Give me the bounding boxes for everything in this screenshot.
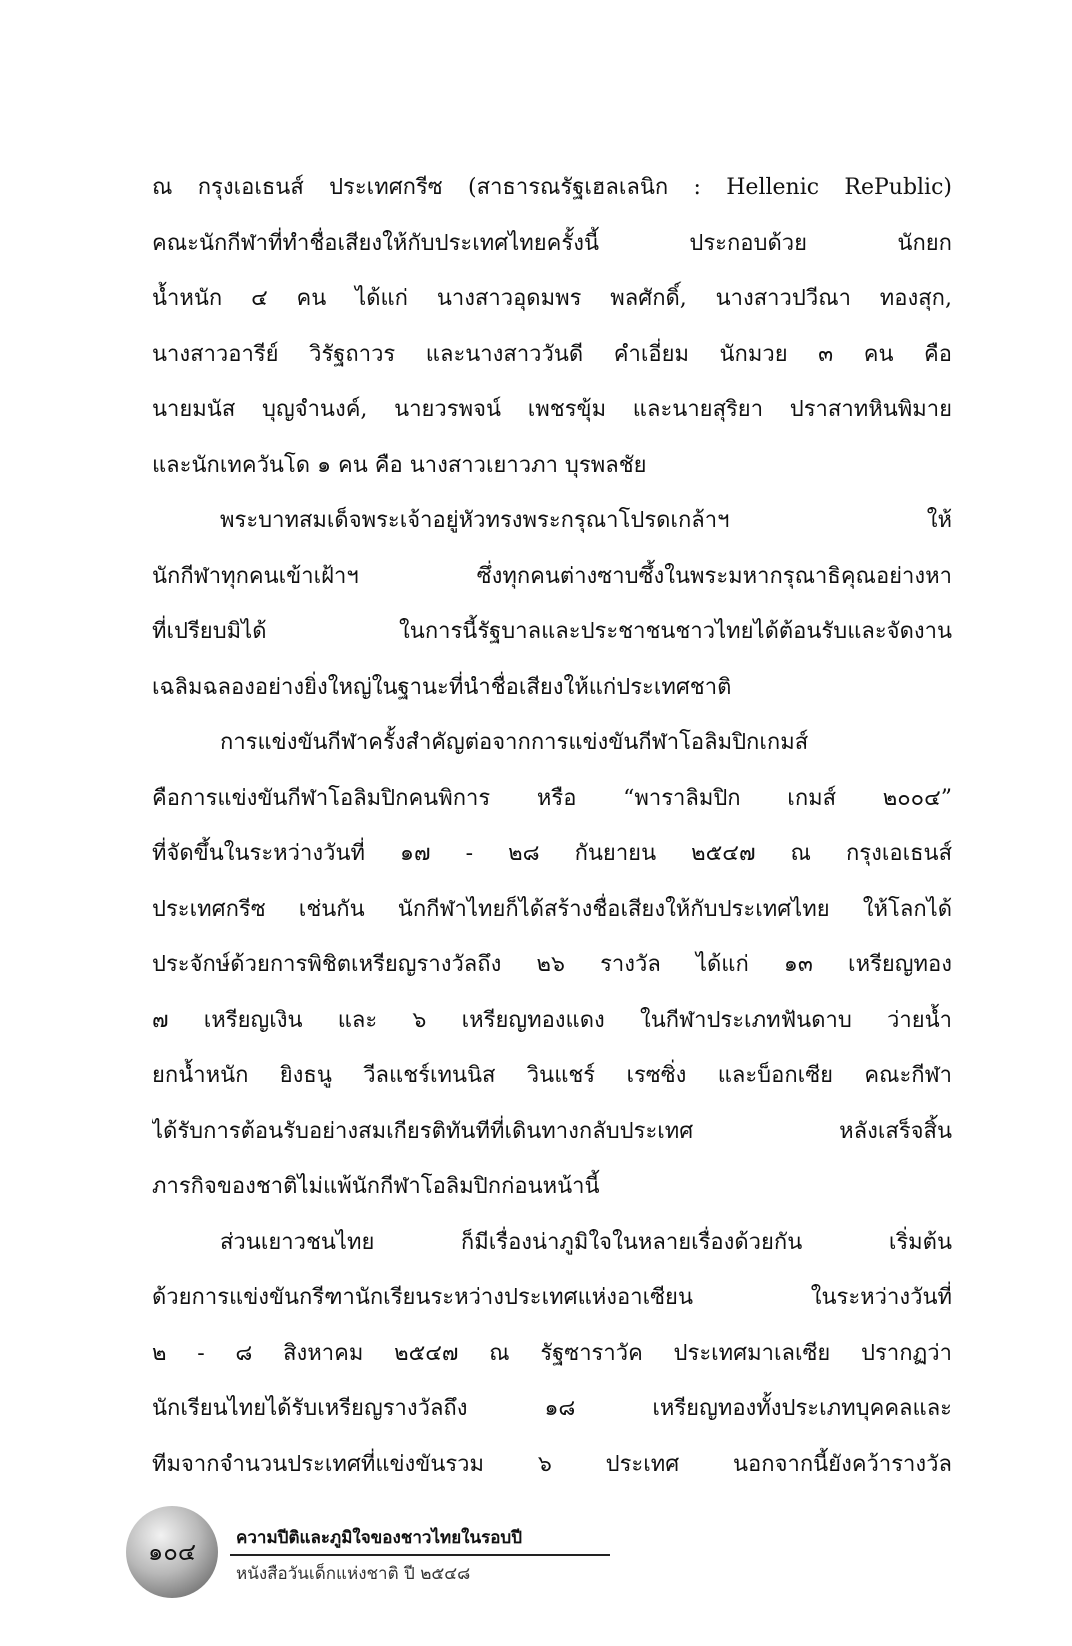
text-line: ประจักษ์ด้วยการพิชิตเหรียญรางวัลถึง ๒๖ รางวัล ได้แก่ ๑๓ เหรียญทอง: [152, 952, 952, 977]
text-line: ภารกิจของชาติไม่แพ้นักกีฬาโอลิมปิกก่อนหน้านี้: [152, 1174, 600, 1199]
text-line: ที่เปรียบมิได้ ในการนี้รัฐบาลและประชาชนชาวไทยได้ต้อนรับและจัดงาน: [152, 619, 952, 644]
text-line: ส่วนเยาวชนไทย ก็มีเรื่องน่าภูมิใจในหลายเรื่องด้วยกัน เริ่มต้น: [220, 1229, 952, 1255]
text-line: พระบาทสมเด็จพระเจ้าอยู่หัวทรงพระกรุณาโปรดเกล้าฯ ให้: [220, 508, 952, 533]
text-line: ประเทศกรีซ เช่นกัน นักกีฬาไทยก็ได้สร้างชื่อเสียงให้กับประเทศไทย ให้โลกได้: [152, 896, 952, 922]
text-line: ที่จัดขึ้นในระหว่างวันที่ ๑๗ - ๒๘ กันยายน ๒๕๔๗ ณ กรุงเอเธนส์: [152, 841, 952, 866]
text-line: ยกน้ำหนัก ยิงธนู วีลแชร์เทนนิส วินแชร์ เรซซิ่ง และบ็อกเซีย คณะกีฬา: [152, 1063, 952, 1088]
text-line: เฉลิมฉลองอย่างยิ่งใหญ่ในฐานะที่นำชื่อเสียงให้แก่ประเทศชาติ: [152, 674, 732, 700]
text-line: ๒ - ๘ สิงหาคม ๒๕๔๗ ณ รัฐซาราวัค ประเทศมาเลเซีย ปรากฏว่า: [152, 1340, 952, 1366]
footer-divider: [230, 1554, 610, 1556]
text-line: และนักเทควันโด ๑ คน คือ นางสาวเยาวภา บุรพลชัย: [152, 452, 647, 478]
text-line: ด้วยการแข่งขันกรีฑานักเรียนระหว่างประเทศแห่งอาเซียน ในระหว่างวันที่: [152, 1285, 952, 1310]
text-line: นักกีฬาทุกคนเข้าเฝ้าฯ ซึ่งทุกคนต่างซาบซึ้งในพระมหากรุณาธิคุณอย่างหา: [152, 563, 952, 589]
text-line: นักเรียนไทยได้รับเหรียญรางวัลถึง ๑๘ เหรียญทองทั้งประเภทบุคคลและ: [152, 1396, 952, 1421]
book-subtitle: หนังสือวันเด็กแห่งชาติ ปี ๒๕๔๘: [236, 1564, 471, 1584]
text-line: ได้รับการต้อนรับอย่างสมเกียรติทันทีที่เดินทางกลับประเทศ หลังเสร็จสิ้น: [152, 1118, 952, 1144]
text-line: ทีมจากจำนวนประเทศที่แข่งขันรวม ๖ ประเทศ นอกจากนี้ยังคว้ารางวัล: [152, 1451, 952, 1477]
text-line: คือการแข่งขันกีฬาโอลิมปิกคนพิการ หรือ “พาราลิมปิก เกมส์ ๒๐๐๔”: [152, 785, 952, 811]
text-line: ๗ เหรียญเงิน และ ๖ เหรียญทองแดง ในกีฬาประเภทฟันดาบ ว่ายน้ำ: [152, 1007, 952, 1033]
page-number: ๑๐๔: [147, 1538, 197, 1566]
text-line: นายมนัส บุญจำนงค์, นายวรพจน์ เพชรขุ้ม และนายสุริยา ปราสาทหินพิมาย: [152, 397, 952, 422]
body-text: [152, 160, 952, 1492]
text-line: ณ กรุงเอเธนส์ ประเทศกรีซ (สาธารณรัฐเฮลเลนิก : Hellenic RePublic): [152, 175, 952, 200]
text-line: คณะนักกีฬาที่ทำชื่อเสียงให้กับประเทศไทยครั้งนี้ ประกอบด้วย นักยก: [152, 230, 952, 256]
book-section-title: ความปีติและภูมิใจของชาวไทยในรอบปี: [236, 1528, 523, 1548]
text-line: การแข่งขันกีฬาครั้งสำคัญต่อจากการแข่งขันกีฬาโอลิมปิกเกมส์: [220, 730, 809, 755]
text-line: นางสาวอารีย์ วิรัฐถาวร และนางสาววันดี คำเอี่ยม นักมวย ๓ คน คือ: [152, 341, 952, 367]
page-footer: [126, 1506, 546, 1606]
text-line: น้ำหนัก ๔ คน ได้แก่ นางสาวอุดมพร พลศักดิ์, นางสาวปวีณา ทองสุก,: [152, 286, 952, 311]
